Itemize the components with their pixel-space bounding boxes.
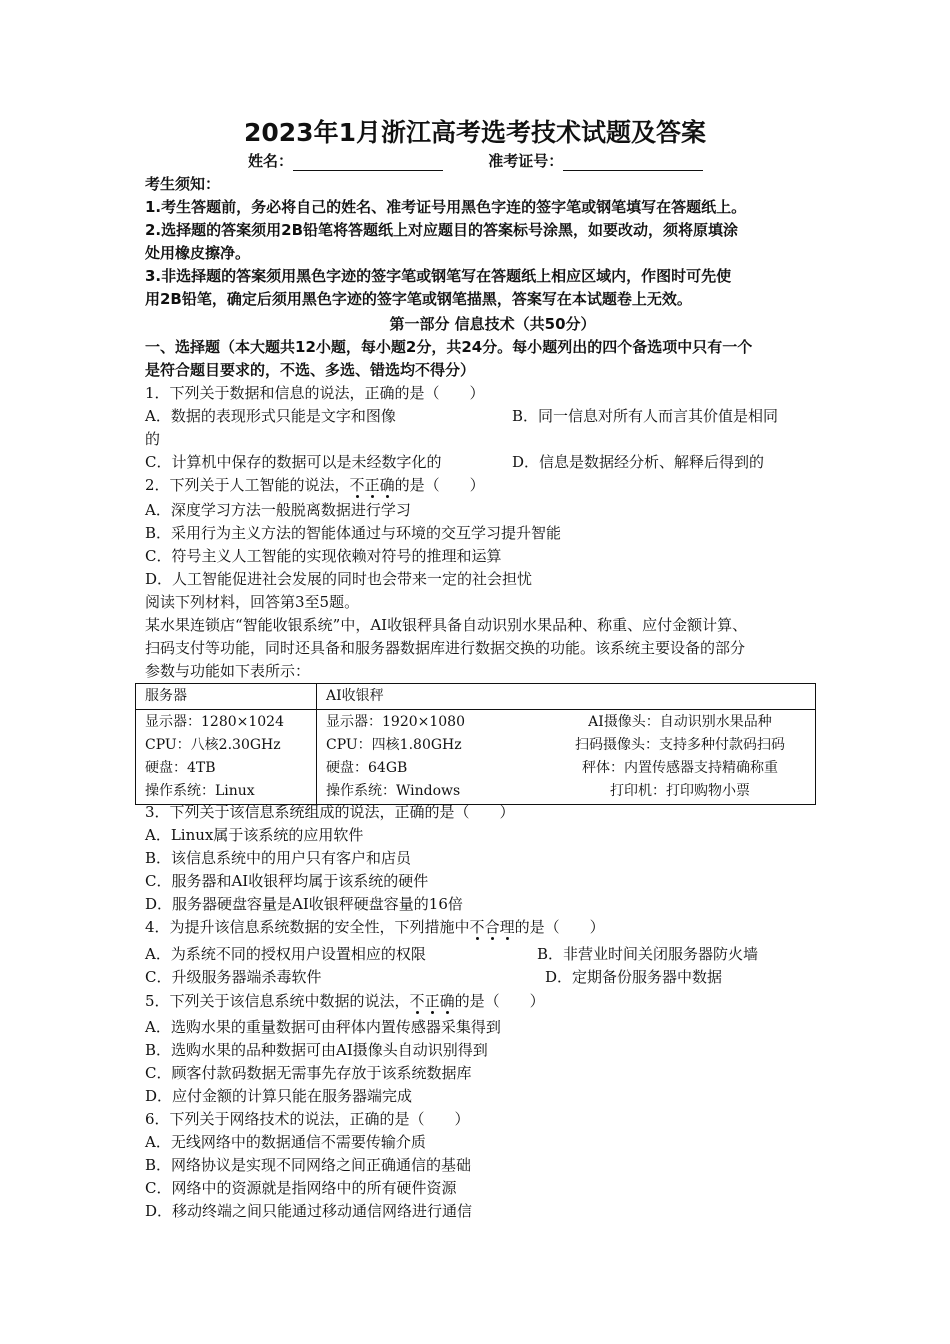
section1-instructions: 一、选择题（本大题共12小题，每小题2分，共24分。每小题列出的四个备选项中只有一个: [145, 338, 753, 356]
q3-option-b: B．该信息系统中的用户只有客户和店员: [145, 849, 412, 867]
device-spec-table: [135, 683, 816, 805]
q5-option-d: D．应付金额的计算只能在服务器端完成: [145, 1087, 413, 1105]
q2-option-b: B．采用行为主义方法的智能体通过与环境的交互学习提升智能: [145, 524, 562, 542]
q4-stem: [145, 916, 850, 938]
table-header-server: 服务器: [136, 684, 317, 710]
emphasis-char: 正: [424, 992, 440, 1010]
scale-spec: 硬盘：64GB: [326, 760, 408, 776]
emphasis-char: 不: [409, 992, 425, 1010]
q5-option-c: C．顾客付款码数据无需事先存放于该系统数据库: [145, 1064, 472, 1082]
table-row: [136, 710, 816, 805]
q5-stem-post: 的是（ ）: [454, 992, 545, 1010]
q2-stem-post: 的是（ ）: [394, 476, 485, 494]
page-title: 2023年1月浙江高考选考技术试题及答案: [244, 118, 706, 147]
emphasis-char: 确: [379, 476, 395, 494]
reading-paragraph-1: 某水果连锁店“智能收银系统”中，AI收银秤具备自动识别水果品种、称重、应付金额计算、: [145, 616, 748, 634]
q6-option-d: D．移动终端之间只能通过移动通信网络进行通信: [145, 1202, 473, 1220]
server-specs-cell: [136, 710, 317, 805]
q4-option-c: C．升级服务器端杀毒软件: [145, 968, 322, 986]
q4-option-b: B．非营业时间关闭服务器防火墙: [537, 945, 759, 963]
server-spec: CPU：八核2.30GHz: [145, 737, 281, 753]
q6-option-a: A．无线网络中的数据通信不需要传输介质: [145, 1133, 426, 1151]
q1-option-a: A．数据的表现形式只能是文字和图像: [145, 407, 396, 425]
emphasis-char: 正: [364, 476, 380, 494]
emphasis-char: 理: [499, 918, 515, 936]
notice-item-3: 3.非选择题的答案须用黑色字迹的签字笔或钢笔写在答题纸上相应区域内，作图时可先使: [145, 267, 732, 285]
id-blank: [563, 154, 703, 171]
scale-feature: AI摄像头：自动识别水果品种: [588, 714, 772, 730]
section1-instructions-cont: 是符合题目要求的，不选、多选、错选均不得分）: [145, 361, 476, 379]
q4-option-d: D．定期备份服务器中数据: [545, 968, 723, 986]
scale-feature: 扫码摄像头：支持多种付款码扫码: [575, 737, 785, 753]
id-label: 准考证号：: [488, 152, 564, 170]
candidate-info-row: [248, 150, 703, 171]
q3-option-d: D．服务器硬盘容量是AI收银秤硬盘容量的16倍: [145, 895, 463, 913]
scale-spec: CPU：四核1.80GHz: [326, 737, 462, 753]
server-spec: 显示器：1280×1024: [145, 714, 284, 730]
name-blank: [293, 154, 443, 171]
reading-intro: 阅读下列材料，回答第3至5题。: [145, 593, 360, 611]
emphasis-char: 不: [469, 918, 485, 936]
q2-option-d: D．人工智能促进社会发展的同时也会带来一定的社会担忧: [145, 570, 533, 588]
q2-stem-pre: 2．下列关于人工智能的说法，: [145, 476, 350, 494]
emphasis-char: 确: [439, 992, 455, 1010]
server-spec: 硬盘：4TB: [145, 760, 216, 776]
table-header-row: [136, 684, 816, 710]
q6-option-c: C．网络中的资源就是指网络中的所有硬件资源: [145, 1179, 457, 1197]
notice-item-2: 2.选择题的答案须用2B铅笔将答题纸上对应题目的答案标号涂黑，如要改动，须将原填涂: [145, 221, 739, 239]
notice-heading: 考生须知：: [145, 175, 221, 193]
notice-item-1: 1.考生答题前，务必将自己的姓名、准考证号用黑色字连的签字笔或钢笔填写在答题纸上。: [145, 198, 747, 216]
emphasis-char: 合: [484, 918, 500, 936]
scale-feature: 秤体：内置传感器支持精确称重: [582, 760, 778, 776]
part1-title: 第一部分 信息技术（共50分）: [389, 315, 596, 333]
reading-paragraph-2: 扫码支付等功能，同时还具备和服务器数据库进行数据交换的功能。该系统主要设备的部分: [145, 639, 746, 657]
server-spec: 操作系统：Linux: [145, 783, 255, 799]
name-label: 姓名：: [248, 152, 294, 170]
q3-option-c: C．服务器和AI收银秤均属于该系统的硬件: [145, 872, 429, 890]
notice-item-2-cont: 处用橡皮擦净。: [145, 244, 251, 262]
scale-spec: 操作系统：Windows: [326, 783, 461, 799]
q5-option-b: B．选购水果的品种数据可由AI摄像头自动识别得到: [145, 1041, 488, 1059]
notice-item-3-cont: 用2B铅笔，确定后须用黑色字迹的签字笔或钢笔描黑，答案写在本试题卷上无效。: [145, 290, 692, 308]
q3-stem: 3．下列关于该信息系统组成的说法，正确的是（ ）: [145, 803, 515, 821]
emphasis-char: 不: [349, 476, 365, 494]
table-header-scale: AI收银秤: [317, 684, 816, 710]
q4-option-a: A．为系统不同的授权用户设置相应的权限: [145, 945, 426, 963]
q5-stem-pre: 5．下列关于该信息系统中数据的说法，: [145, 992, 410, 1010]
q4-stem-pre: 4．为提升该信息系统数据的安全性，下列措施中: [145, 918, 470, 936]
q2-option-a: A．深度学习方法一般脱离数据进行学习: [145, 501, 411, 519]
q6-stem: 6．下列关于网络技术的说法，正确的是（ ）: [145, 1110, 470, 1128]
scale-features-cell: [545, 710, 816, 805]
reading-paragraph-3: 参数与功能如下表所示：: [145, 662, 311, 680]
scale-feature: 打印机：打印购物小票: [610, 783, 750, 799]
scale-spec: 显示器：1920×1080: [326, 714, 465, 730]
q6-option-b: B．网络协议是实现不同网络之间正确通信的基础: [145, 1156, 472, 1174]
q2-option-c: C．符号主义人工智能的实现依赖对符号的推理和运算: [145, 547, 502, 565]
q3-option-a: A．Linux属于该系统的应用软件: [145, 826, 364, 844]
q1-stem: 1．下列关于数据和信息的说法，正确的是（ ）: [145, 384, 485, 402]
q1-option-d: D．信息是数据经分析、解释后得到的: [512, 453, 765, 471]
q4-stem-post: 的是（ ）: [514, 918, 605, 936]
q2-stem: [145, 474, 850, 496]
q1-option-c: C．计算机中保存的数据可以是未经数字化的: [145, 453, 442, 471]
q1-option-b-cont: 的: [145, 430, 161, 448]
q5-stem: [145, 990, 850, 1012]
q1-option-b: B．同一信息对所有人而言其价值是相同: [512, 407, 779, 425]
q5-option-a: A．选购水果的重量数据可由秤体内置传感器采集得到: [145, 1018, 501, 1036]
scale-specs-cell: [317, 710, 546, 805]
